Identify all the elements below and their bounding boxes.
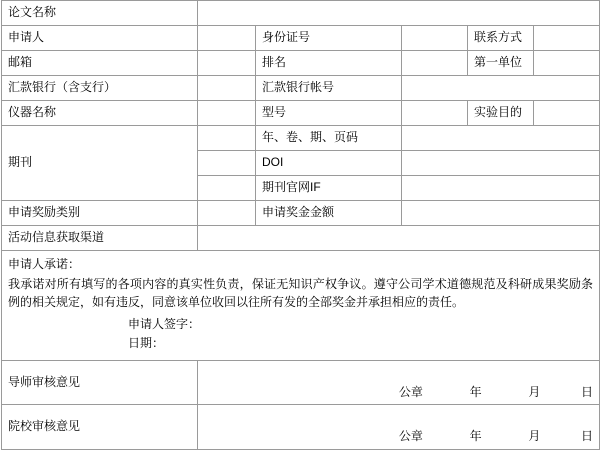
- label-cell-advisor-opinion: [2, 360, 198, 405]
- input-cell-paper-title[interactable]: [198, 1, 600, 26]
- input-cell-ranking[interactable]: [402, 51, 468, 76]
- input-cell-journal-extra-1[interactable]: [198, 151, 256, 176]
- label-cell-journal-if: [256, 176, 402, 201]
- journal-doi-value[interactable]: [402, 151, 599, 175]
- bank-value[interactable]: [198, 76, 255, 100]
- input-cell-experiment-purpose[interactable]: [534, 101, 600, 126]
- label-cell-id-number: [256, 26, 402, 51]
- label-cell-award-category: [2, 201, 198, 226]
- ranking-label: 排名: [262, 55, 287, 70]
- email-label: 邮箱: [8, 55, 33, 70]
- ranking-value[interactable]: [402, 51, 467, 75]
- input-cell-first-affiliation[interactable]: [534, 51, 600, 76]
- input-cell-institution-opinion[interactable]: [198, 405, 600, 450]
- advisor-day-label: 日: [581, 384, 594, 399]
- advisor-opinion-label: 导师审核意见: [8, 374, 81, 389]
- bank-label: 汇款银行（含支行）: [8, 80, 117, 95]
- commitment-block: [2, 251, 599, 360]
- label-cell-institution-opinion: [2, 405, 198, 450]
- journal-extra-2-value[interactable]: [198, 176, 255, 200]
- input-cell-instrument[interactable]: [198, 101, 256, 126]
- input-cell-journal-name[interactable]: [198, 126, 256, 151]
- journal-doi-label: DOI: [262, 155, 284, 170]
- bank-account-value[interactable]: [402, 76, 599, 100]
- input-cell-advisor-opinion[interactable]: [198, 360, 600, 405]
- journal-volume-value[interactable]: [402, 126, 599, 150]
- experiment-purpose-label: 实验目的: [474, 105, 523, 120]
- paper-title-value[interactable]: [198, 1, 599, 25]
- commitment-cell: [2, 251, 600, 361]
- table-row: [2, 201, 600, 226]
- advisor-seal-row: [198, 385, 599, 405]
- table-row: [2, 51, 600, 76]
- award-category-value[interactable]: [198, 201, 255, 225]
- label-cell-journal: [2, 126, 198, 201]
- input-cell-journal-extra-2[interactable]: [198, 176, 256, 201]
- advisor-seal-label: 公章: [398, 384, 423, 399]
- signature-line[interactable]: 申请人签字：: [128, 316, 201, 331]
- model-label: 型号: [262, 105, 287, 120]
- input-cell-award-amount[interactable]: [402, 201, 600, 226]
- info-channel-value[interactable]: [198, 226, 599, 250]
- instrument-value[interactable]: [198, 101, 255, 125]
- id-number-value[interactable]: [402, 26, 467, 50]
- table-row: [2, 101, 600, 126]
- journal-label: 期刊: [8, 155, 33, 170]
- applicant-label: 申请人: [8, 30, 45, 45]
- paper-title-label: 论文名称: [8, 5, 57, 20]
- commitment-title: 申请人承诺：: [8, 257, 81, 271]
- institution-opinion-area[interactable]: [198, 405, 599, 449]
- contact-value[interactable]: [534, 26, 599, 50]
- advisor-month-label: 月: [528, 384, 541, 399]
- table-row: [2, 126, 600, 151]
- input-cell-id-number[interactable]: [402, 26, 468, 51]
- advisor-opinion-value[interactable]: [198, 361, 599, 385]
- table-row: [2, 1, 600, 26]
- instrument-label: 仪器名称: [8, 105, 57, 120]
- label-cell-applicant: [2, 26, 198, 51]
- journal-if-label: 期刊官网IF: [262, 180, 321, 195]
- input-cell-bank[interactable]: [198, 76, 256, 101]
- input-cell-info-channel[interactable]: [198, 226, 600, 251]
- label-cell-bank-account: [256, 76, 402, 101]
- table-row: [2, 76, 600, 101]
- info-channel-label: 活动信息获取渠道: [8, 230, 105, 245]
- institution-opinion-value[interactable]: [198, 405, 599, 429]
- table-row: [2, 405, 600, 450]
- institution-seal-row: [198, 429, 599, 449]
- input-cell-bank-account[interactable]: [402, 76, 600, 101]
- institution-seal-label: 公章: [398, 429, 423, 444]
- label-cell-email: [2, 51, 198, 76]
- table-row: [2, 226, 600, 251]
- input-cell-email[interactable]: [198, 51, 256, 76]
- input-cell-journal-doi[interactable]: [402, 151, 600, 176]
- input-cell-award-category[interactable]: [198, 201, 256, 226]
- input-cell-applicant[interactable]: [198, 26, 256, 51]
- label-cell-journal-doi: [256, 151, 402, 176]
- input-cell-journal-volume[interactable]: [402, 126, 600, 151]
- label-cell-first-affiliation: [468, 51, 534, 76]
- journal-name-value[interactable]: [198, 126, 255, 150]
- bank-account-label: 汇款银行帐号: [262, 80, 335, 95]
- label-cell-instrument: [2, 101, 198, 126]
- label-cell-experiment-purpose: [468, 101, 534, 126]
- commitment-body: 我承诺对所有填写的各项内容的真实性负责，保证无知识产权争议。遵守公司学术道德规范及科研成果奖励条例的相关规定，如有违反，同意该单位收回以往所有发的全部奖金并承担相应的责任。: [8, 276, 594, 309]
- label-cell-bank: [2, 76, 198, 101]
- date-line[interactable]: 日期：: [128, 336, 165, 351]
- journal-if-value[interactable]: [402, 176, 599, 200]
- award-category-label: 申请奖励类别: [8, 205, 81, 220]
- application-form-table: [1, 0, 600, 450]
- award-amount-label: 申请奖金金额: [262, 205, 335, 220]
- first-affiliation-label: 第一单位: [474, 55, 523, 70]
- label-cell-info-channel: [2, 226, 198, 251]
- model-value[interactable]: [402, 101, 467, 125]
- table-row: [2, 360, 600, 405]
- institution-day-label: 日: [581, 429, 594, 444]
- label-cell-paper-title: [2, 1, 198, 26]
- institution-opinion-label: 院校审核意见: [8, 419, 81, 434]
- applicant-value[interactable]: [198, 26, 255, 50]
- table-row: [2, 26, 600, 51]
- label-cell-contact: [468, 26, 534, 51]
- advisor-year-label: 年: [469, 384, 482, 399]
- journal-volume-label: 年、卷、期、页码: [262, 130, 359, 145]
- label-cell-journal-volume: [256, 126, 402, 151]
- table-row: [2, 251, 600, 361]
- journal-extra-1-value[interactable]: [198, 151, 255, 175]
- institution-month-label: 月: [528, 429, 541, 444]
- first-affiliation-value[interactable]: [534, 51, 599, 75]
- input-cell-contact[interactable]: [534, 26, 600, 51]
- institution-year-label: 年: [469, 429, 482, 444]
- label-cell-ranking: [256, 51, 402, 76]
- email-value[interactable]: [198, 51, 255, 75]
- experiment-purpose-value[interactable]: [534, 101, 599, 125]
- label-cell-award-amount: [256, 201, 402, 226]
- advisor-opinion-area[interactable]: [198, 361, 599, 405]
- id-number-label: 身份证号: [262, 30, 311, 45]
- award-amount-value[interactable]: [402, 201, 599, 225]
- input-cell-journal-if[interactable]: [402, 176, 600, 201]
- label-cell-model: [256, 101, 402, 126]
- input-cell-model[interactable]: [402, 101, 468, 126]
- contact-label: 联系方式: [474, 30, 523, 45]
